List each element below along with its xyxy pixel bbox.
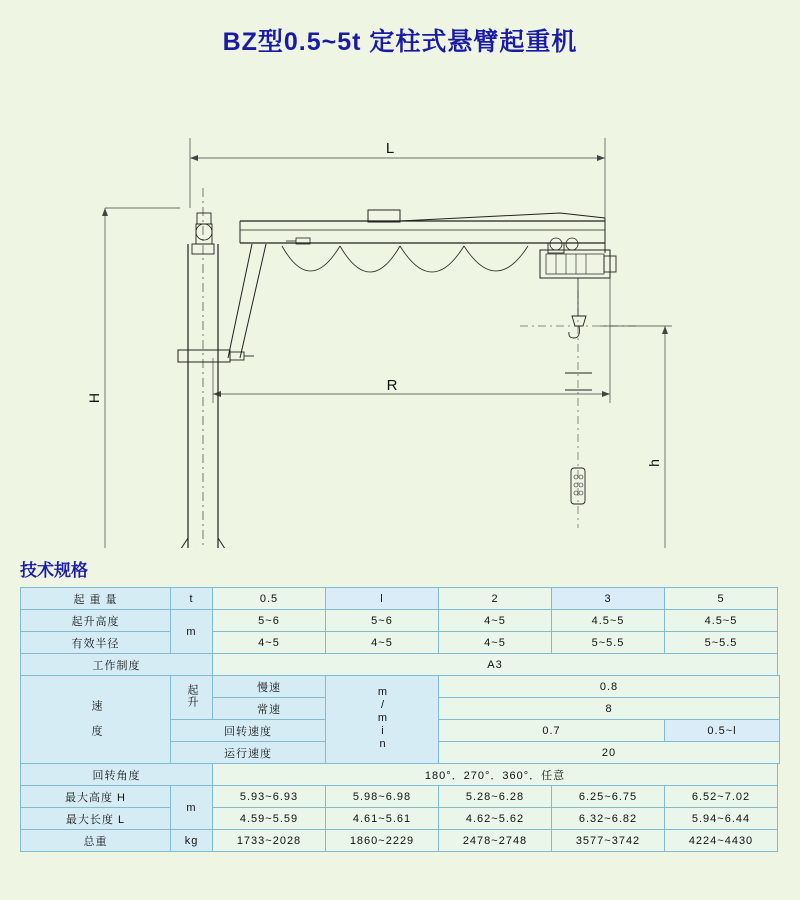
cell-radius-2: 4~5 <box>326 632 439 654</box>
table-row <box>21 764 780 786</box>
cell-lift-height-5: 4.5~5 <box>665 610 778 632</box>
row-label-normal: 常速 <box>213 698 326 720</box>
cell-max-height-1: 5.93~6.93 <box>213 786 326 808</box>
cell-total-weight-2: 1860~2229 <box>326 830 439 852</box>
dimension-label-h: h <box>646 459 662 467</box>
cell-travel-speed: 20 <box>439 742 780 764</box>
cell-slow-speed: 0.8 <box>439 676 780 698</box>
cell-max-height-4: 6.25~6.75 <box>552 786 665 808</box>
cell-slew-speed-left: 0.7 <box>439 720 665 742</box>
cell-capacity-4: 3 <box>552 588 665 610</box>
row-label-lift-height: 起升高度 <box>21 610 171 632</box>
row-unit-speed <box>326 676 439 764</box>
cell-max-length-1: 4.59~5.59 <box>213 808 326 830</box>
cell-radius-4: 5~5.5 <box>552 632 665 654</box>
row-unit-capacity: t <box>171 588 213 610</box>
dimension-label-H: H <box>86 392 102 404</box>
cell-max-height-3: 5.28~6.28 <box>439 786 552 808</box>
table-row <box>21 654 780 676</box>
row-label-lift <box>171 676 213 720</box>
row-label-total-weight: 总重 <box>21 830 171 852</box>
cell-radius-3: 4~5 <box>439 632 552 654</box>
cell-radius-5: 5~5.5 <box>665 632 778 654</box>
dimension-label-R: R <box>386 377 398 394</box>
cell-total-weight-1: 1733~2028 <box>213 830 326 852</box>
cell-capacity-1: 0.5 <box>213 588 326 610</box>
cell-slew-angle: 180°．270°．360°．任意 <box>213 764 778 786</box>
row-label-slew-speed: 回转速度 <box>171 720 326 742</box>
row-unit-m: m <box>171 610 213 654</box>
cell-max-height-2: 5.98~6.98 <box>326 786 439 808</box>
cell-capacity-5: 5 <box>665 588 778 610</box>
cell-radius-1: 4~5 <box>213 632 326 654</box>
cell-slew-speed-right: 0.5~l <box>665 720 780 742</box>
row-label-duty: 工作制度 <box>21 654 213 676</box>
row-unit-m-2: m <box>171 786 213 830</box>
table-row <box>21 588 780 610</box>
table-row <box>21 632 780 654</box>
spec-heading: 技术规格 <box>20 561 88 580</box>
cell-lift-height-2: 5~6 <box>326 610 439 632</box>
cell-total-weight-3: 2478~2748 <box>439 830 552 852</box>
speed-label-text: 速 度 <box>90 699 102 737</box>
cell-duty-value: A3 <box>213 654 778 676</box>
crane-drawing-svg <box>0 58 800 548</box>
row-label-travel-speed: 运行速度 <box>171 742 326 764</box>
cell-lift-height-1: 5~6 <box>213 610 326 632</box>
row-label-capacity: 起 重 量 <box>21 588 171 610</box>
cell-max-length-2: 4.61~5.61 <box>326 808 439 830</box>
cell-total-weight-5: 4224~4430 <box>665 830 778 852</box>
cell-max-length-3: 4.62~5.62 <box>439 808 552 830</box>
row-label-slow: 慢速 <box>213 676 326 698</box>
row-label-slew-angle: 回转角度 <box>21 764 213 786</box>
row-label-max-height: 最大高度 H <box>21 786 171 808</box>
cell-lift-height-4: 4.5~5 <box>552 610 665 632</box>
row-label-max-length: 最大长度 L <box>21 808 171 830</box>
table-row <box>21 610 780 632</box>
cell-total-weight-4: 3577~3742 <box>552 830 665 852</box>
table-row <box>21 830 780 852</box>
cell-capacity-3: 2 <box>439 588 552 610</box>
cell-max-length-4: 6.32~6.82 <box>552 808 665 830</box>
speed-unit-text: m/min <box>376 685 389 751</box>
crane-diagram <box>0 58 800 548</box>
row-label-radius: 有效半径 <box>21 632 171 654</box>
cell-max-length-5: 5.94~6.44 <box>665 808 778 830</box>
dimension-label-L: L <box>385 140 395 157</box>
spec-table <box>20 587 780 852</box>
cell-capacity-2: l <box>326 588 439 610</box>
table-row <box>21 808 780 830</box>
lift-label-text: 起升 <box>186 684 198 708</box>
cell-normal-speed: 8 <box>439 698 780 720</box>
cell-lift-height-3: 4~5 <box>439 610 552 632</box>
table-row <box>21 676 780 698</box>
row-label-speed <box>21 676 171 764</box>
cell-max-height-5: 6.52~7.02 <box>665 786 778 808</box>
page-title: BZ型0.5~5t 定柱式悬臂起重机 <box>222 28 578 56</box>
table-row <box>21 786 780 808</box>
row-unit-kg: kg <box>171 830 213 852</box>
